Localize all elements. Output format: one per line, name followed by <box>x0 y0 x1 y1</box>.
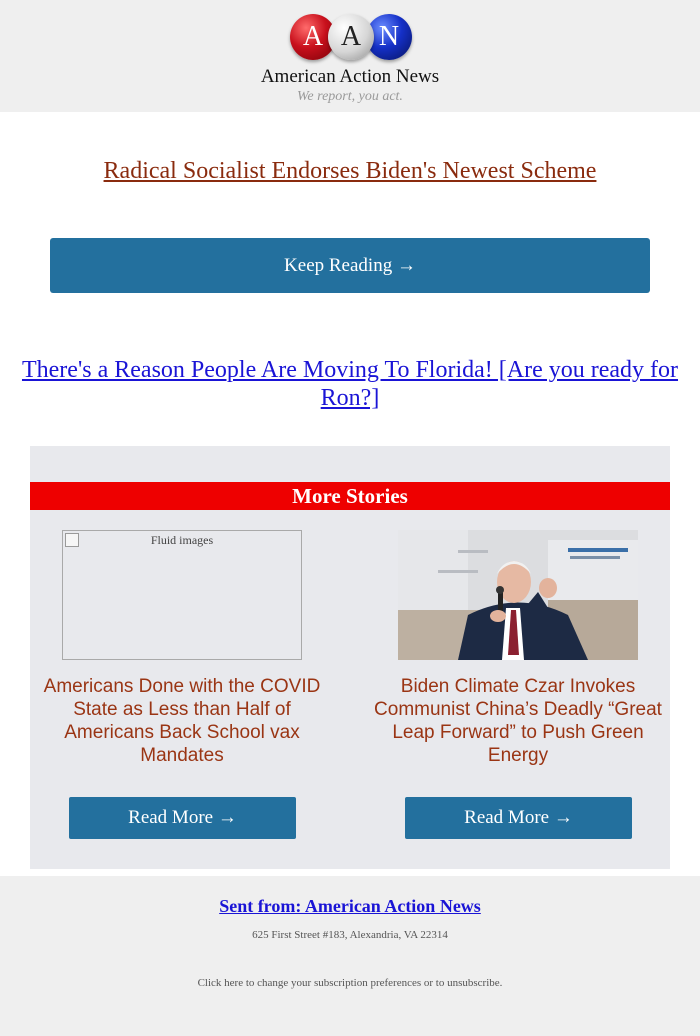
biden-photo-illustration <box>398 530 638 660</box>
more-stories-title: More Stories <box>30 482 670 510</box>
story-image-photo[interactable] <box>398 530 638 660</box>
story-title-2[interactable]: Biden Climate Czar Invokes Communist China’s Deadly “Great Leap Forward” to Push Green Energy <box>374 676 662 766</box>
tagline: We report, you act. <box>297 89 403 104</box>
headline-link-2[interactable]: There's a Reason People Are Moving To Florida! [Are you ready for Ron?] <box>21 357 679 411</box>
email-footer <box>0 876 700 1036</box>
story-image-alt: Fluid images <box>150 533 214 547</box>
brand-name: American Action News <box>260 66 440 87</box>
email-header <box>0 0 700 112</box>
unsubscribe-link[interactable]: Click here to change your subscription preferences or to unsubscribe. <box>197 977 503 989</box>
logo-letter-n-blue: N <box>366 14 412 60</box>
more-stories-section <box>30 446 670 869</box>
headline-link-1[interactable]: Radical Socialist Endorses Biden's Newest Scheme <box>103 158 597 184</box>
broken-image-icon <box>65 533 79 547</box>
read-more-button-1[interactable]: Read More → <box>69 797 296 839</box>
story-image-broken[interactable] <box>62 530 302 660</box>
sent-from-link[interactable]: Sent from: American Action News <box>219 896 481 916</box>
logo-letter-a-white: A <box>328 14 374 60</box>
story-title-1[interactable]: Americans Done with the COVID State as Less than Half of Americans Back School vax Mandates <box>43 676 321 766</box>
read-more-button-2[interactable]: Read More → <box>405 797 632 839</box>
logo-letter-a-red: A <box>290 14 336 60</box>
aan-logo[interactable] <box>290 14 414 64</box>
keep-reading-button[interactable]: Keep Reading → <box>50 238 650 293</box>
postal-address: 625 First Street #183, Alexandria, VA 22314 <box>252 929 448 941</box>
